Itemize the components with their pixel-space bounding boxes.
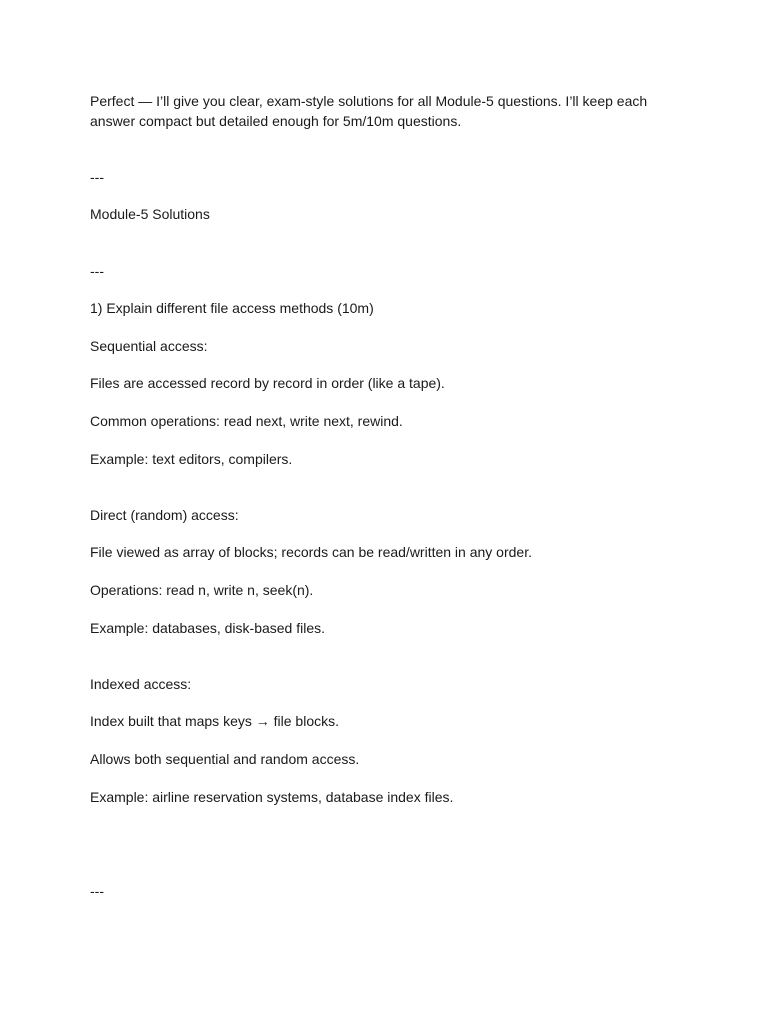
intro-paragraph: Perfect — I’ll give you clear, exam-style solutions for all Module-5 questions. I’ll keep each answer compact but detailed enough for 5m/10m questions. (90, 93, 648, 129)
separator-2: --- (90, 263, 104, 279)
indexed-heading: Indexed access: (90, 676, 192, 692)
indexed-point-2: Allows both sequential and random access. (90, 751, 360, 767)
separator-1: --- (90, 169, 104, 185)
question-1: 1) Explain different file access methods (10m) (90, 300, 374, 316)
direct-point-2: Operations: read n, write n, seek(n). (90, 582, 314, 598)
section-title: Module-5 Solutions (90, 206, 210, 222)
direct-heading: Direct (random) access: (90, 507, 239, 523)
direct-point-3: Example: databases, disk-based files. (90, 620, 326, 636)
separator-3: --- (90, 883, 104, 899)
sequential-point-1: Files are accessed record by record in order (like a tape). (90, 375, 445, 391)
direct-point-1: File viewed as array of blocks; records can be read/written in any order. (90, 544, 532, 560)
sequential-point-3: Example: text editors, compilers. (90, 451, 293, 467)
indexed-point-3: Example: airline reservation systems, database index files. (90, 789, 454, 805)
sequential-point-2: Common operations: read next, write next, rewind. (90, 413, 403, 429)
indexed-point-1: Index built that maps keys → file blocks. (90, 713, 339, 729)
sequential-heading: Sequential access: (90, 338, 208, 354)
